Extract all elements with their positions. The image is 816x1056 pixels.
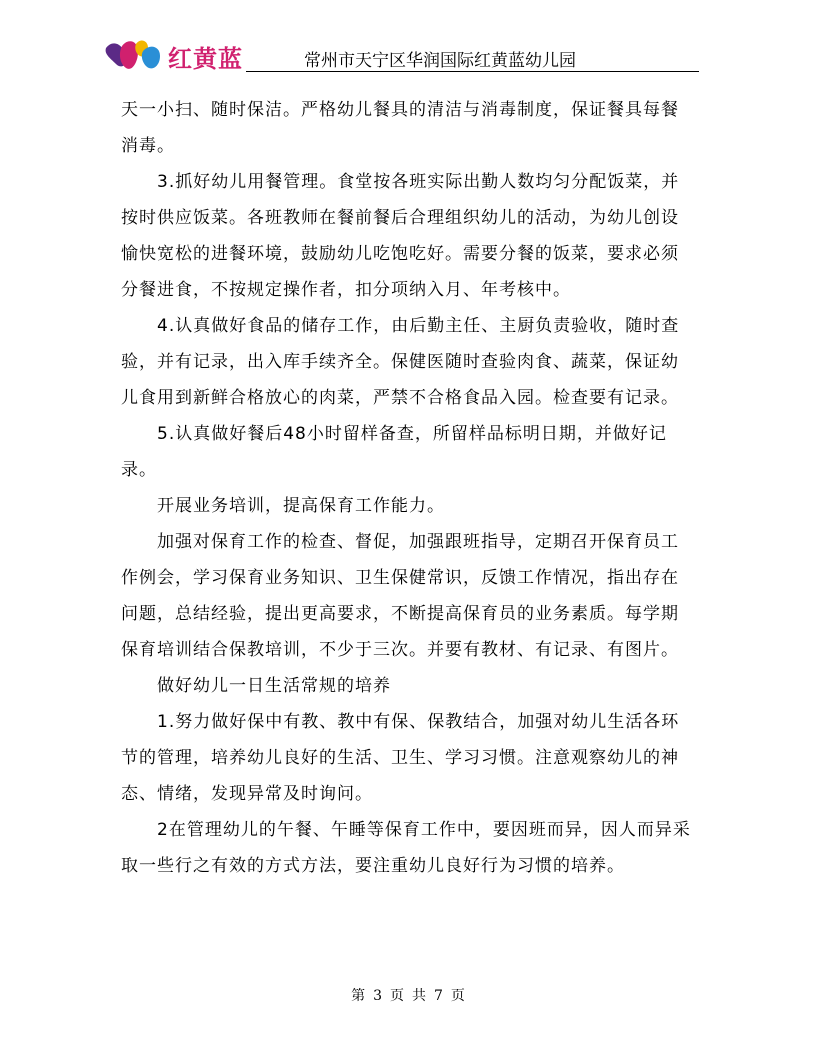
page-total: 7 <box>434 988 443 1004</box>
page-header <box>104 36 704 76</box>
paragraph-4: 5.认真做好餐后48小时留样备查，所留样品标明日期，并做好记录。 <box>121 424 667 480</box>
footer-label-ye2: 页 <box>450 988 465 1004</box>
footer-label-ye: 页 <box>390 988 404 1004</box>
paragraph-2: 3.抓好幼儿用餐管理。食堂按各班实际出勤人数均匀分配饭菜，并按时供应饭菜。各班教师在餐前餐后合理组织幼儿的活动，为幼儿创设愉快宽松的进餐环境，鼓励幼儿吃饱吃好。需要分餐的饭菜，要求必须分餐进食，不按规定操作者，扣分项纳入月、年考核中。 <box>121 172 680 300</box>
header-divider <box>246 71 699 72</box>
logo-text: 红黄蓝 <box>168 45 243 73</box>
school-name: 常州市天宁区华润国际红黄蓝幼儿园 <box>304 51 576 71</box>
paragraph-5: 加强对保育工作的检查、督促，加强跟班指导，定期召开保育员工作例会，学习保育业务知识、卫生保健常识，反馈工作情况，指出存在问题，总结经验，提出更高要求，不断提高保育员的业务素质。每学期保育培训结合保教培训，不少于三次。并要有教材、有记录、有图片。 <box>121 532 679 660</box>
paragraph-6: 1.努力做好保中有教、教中有保、保教结合，加强对幼儿生活各环节的管理，培养幼儿良好的生活、卫生、学习习惯。注意观察幼儿的神态、情绪，发现异常及时询问。 <box>121 712 680 804</box>
section-heading-training: 开展业务培训，提高保育工作能力。 <box>157 496 445 516</box>
logo-icon <box>104 36 168 76</box>
document-body <box>121 92 696 884</box>
footer-label-gong: 共 <box>412 988 426 1004</box>
paragraph-7: 2在管理幼儿的午餐、午睡等保育工作中，要因班而异，因人而异采取一些行之有效的方式方法，要注重幼儿良好行为习惯的培养。 <box>121 820 691 876</box>
page-footer <box>0 986 816 1006</box>
paragraph-3: 4.认真做好食品的储存工作，由后勤主任、主厨负责验收，随时查验，并有记录，出入库手续齐全。保健医随时查验肉食、蔬菜，保证幼儿食用到新鲜合格放心的肉菜，严禁不合格食品入园。检查要有记录。 <box>121 316 680 408</box>
footer-label-di: 第 <box>351 988 366 1004</box>
paragraph-1: 天一小扫、随时保洁。严格幼儿餐具的清洁与消毒制度，保证餐具每餐消毒。 <box>121 100 679 156</box>
page-current: 3 <box>373 988 382 1004</box>
section-heading-routine: 做好幼儿一日生活常规的培养 <box>157 676 391 696</box>
